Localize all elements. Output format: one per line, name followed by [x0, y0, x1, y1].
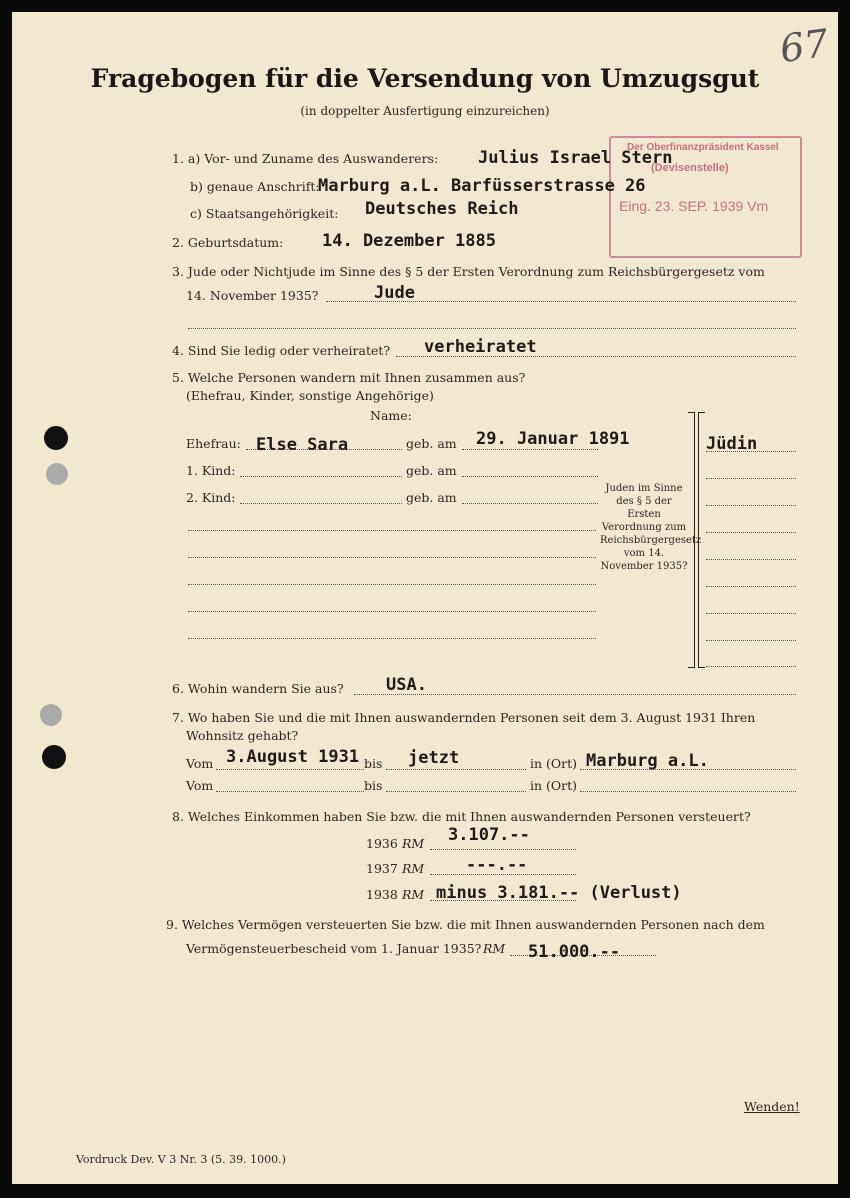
q8-line-1 [430, 849, 576, 850]
q5-geb-am-label-2: geb. am [406, 463, 457, 478]
punch-hole-2 [46, 463, 68, 485]
q5-kind1-line [240, 476, 402, 477]
q8-rm-1: RM [402, 836, 425, 851]
q5-side-line-7 [706, 613, 796, 614]
q5-extra-line-5 [188, 638, 596, 639]
q7-vom-label-1: Vom [186, 756, 214, 771]
q5-kind2-line [240, 503, 402, 504]
q4-value: verheiratet [424, 337, 537, 357]
q8-year-1938: 1938 [366, 887, 398, 902]
q7-bis-label-1: bis [364, 756, 383, 771]
punch-hole-3 [40, 704, 62, 726]
q8-value-1936: 3.107.-- [448, 825, 530, 845]
q1a-label: 1. a) Vor- und Zuname des Auswanderers: [172, 151, 439, 166]
q5-ehefrau-label: Ehefrau: [186, 436, 241, 451]
q3-value: Jude [374, 283, 415, 303]
form-footer: Vordruck Dev. V 3 Nr. 3 (5. 39. 1000.) [76, 1153, 286, 1166]
q2-value: 14. Dezember 1885 [322, 231, 496, 251]
q8-year-1936: 1936 [366, 836, 398, 851]
q1b-label: b) genaue Anschrift: [190, 179, 320, 194]
form-subtitle: (in doppelter Ausfertigung einzureichen) [300, 104, 550, 118]
q5-kind2-label: 2. Kind: [186, 490, 236, 505]
q5-side-line-3 [706, 505, 796, 506]
q5-side-line-5 [706, 559, 796, 560]
q5-geb-line-3 [462, 503, 598, 504]
q5-side-value: Jüdin [706, 434, 758, 454]
q5-side-note: Juden im Sinne des § 5 der Ersten Verordnung zum Reichsbürgergesetz vom 14. November 1935? [600, 483, 702, 572]
q7-bis-line-2 [386, 791, 526, 792]
q5-geb-line-2 [462, 476, 598, 477]
q7-label-line2: Wohnsitz gehabt? [186, 728, 299, 743]
page-number: 67 [777, 20, 832, 72]
q8-value-1937: ---.-- [466, 855, 528, 875]
q5-geb-line-1 [462, 449, 598, 450]
punch-hole-1 [44, 426, 68, 450]
q5-ehefrau-geb: 29. Januar 1891 [476, 429, 630, 449]
q7-vom-line-2 [216, 791, 364, 792]
q5-side-line-6 [706, 586, 796, 587]
q3-label-line2: 14. November 1935? [186, 288, 319, 303]
q8-value-1938: minus 3.181.-- (Verlust) [436, 883, 682, 903]
turn-over-note: Wenden! [744, 1099, 800, 1114]
q8-rm-2: RM [402, 861, 425, 876]
q5-name-header: Name: [370, 408, 412, 423]
q3-extra-line [188, 328, 796, 329]
q5-ehefrau-value: Else Sara [256, 435, 349, 455]
q9-rm: RM [483, 941, 506, 956]
q5-side-line-8 [706, 640, 796, 641]
q5-side-line-1 [706, 451, 796, 452]
q5-geb-am-label-1: geb. am [406, 436, 457, 451]
q6-value: USA. [386, 675, 427, 695]
q5-extra-line-1 [188, 530, 596, 531]
q1a-value: Julius Israel Stern [478, 148, 673, 168]
q7-vom-line-1 [216, 769, 364, 770]
q9-label-line2: Vermögensteuerbescheid vom 1. Januar 1935? [186, 941, 482, 956]
q8-rm-3: RM [402, 887, 425, 902]
q7-vom-label-2: Vom [186, 778, 214, 793]
q8-label: 8. Welches Einkommen haben Sie bzw. die mit Ihnen auswandernden Personen versteuert? [172, 809, 751, 824]
q7-ort-label-2: in (Ort) [530, 778, 578, 793]
q4-label: 4. Sind Sie ledig oder verheiratet? [172, 343, 391, 358]
q7-label-line1: 7. Wo haben Sie und die mit Ihnen auswandernden Personen seit dem 3. August 1931 Ihren [172, 710, 756, 725]
q6-label: 6. Wohin wandern Sie aus? [172, 681, 344, 696]
q5-side-line-9 [706, 666, 796, 667]
q7-ort-label-1: in (Ort) [530, 756, 578, 771]
q5-side-line-2 [706, 478, 796, 479]
q7-row1-bis: jetzt [408, 748, 460, 768]
q5-kind1-label: 1. Kind: [186, 463, 236, 478]
q5-extra-line-2 [188, 557, 596, 558]
q5-side-line-4 [706, 532, 796, 533]
q5-extra-line-4 [188, 611, 596, 612]
q1b-value: Marburg a.L. Barfüsserstrasse 26 [318, 176, 646, 196]
q7-ort-line-2 [580, 791, 796, 792]
stamp-date: Eing. 23. SEP. 1939 Vm [619, 198, 769, 214]
q5-extra-line-3 [188, 584, 596, 585]
q7-row1-vom: 3.August 1931 [226, 747, 360, 767]
q2-label: 2. Geburtsdatum: [172, 235, 284, 250]
stamp-office: Der Oberfinanzpräsident Kassel [627, 142, 779, 153]
form-title: Fragebogen für die Versendung von Umzugsgut [90, 64, 760, 93]
q1c-label: c) Staatsangehörigkeit: [190, 206, 339, 221]
q3-label-line1: 3. Jude oder Nichtjude im Sinne des § 5 der Ersten Verordnung zum Reichsbürgergesetz vom [172, 264, 765, 279]
q5-geb-am-label-3: geb. am [406, 490, 457, 505]
q5-label-line1: 5. Welche Personen wandern mit Ihnen zusammen aus? [172, 370, 526, 385]
q1c-value: Deutsches Reich [365, 199, 519, 219]
q7-bis-label-2: bis [364, 778, 383, 793]
q9-label-line1: 9. Welches Vermögen versteuerten Sie bzw. die mit Ihnen auswandernden Personen nach dem [166, 917, 765, 932]
stamp-department: (Devisenstelle) [651, 162, 729, 174]
q9-value: 51.000.-- [528, 942, 621, 962]
q5-label-line2: (Ehefrau, Kinder, sonstige Angehörige) [186, 388, 434, 403]
q7-row1-ort: Marburg a.L. [586, 751, 709, 771]
q7-bis-line-1 [386, 769, 526, 770]
punch-hole-4 [42, 745, 66, 769]
q8-year-1937: 1937 [366, 861, 398, 876]
